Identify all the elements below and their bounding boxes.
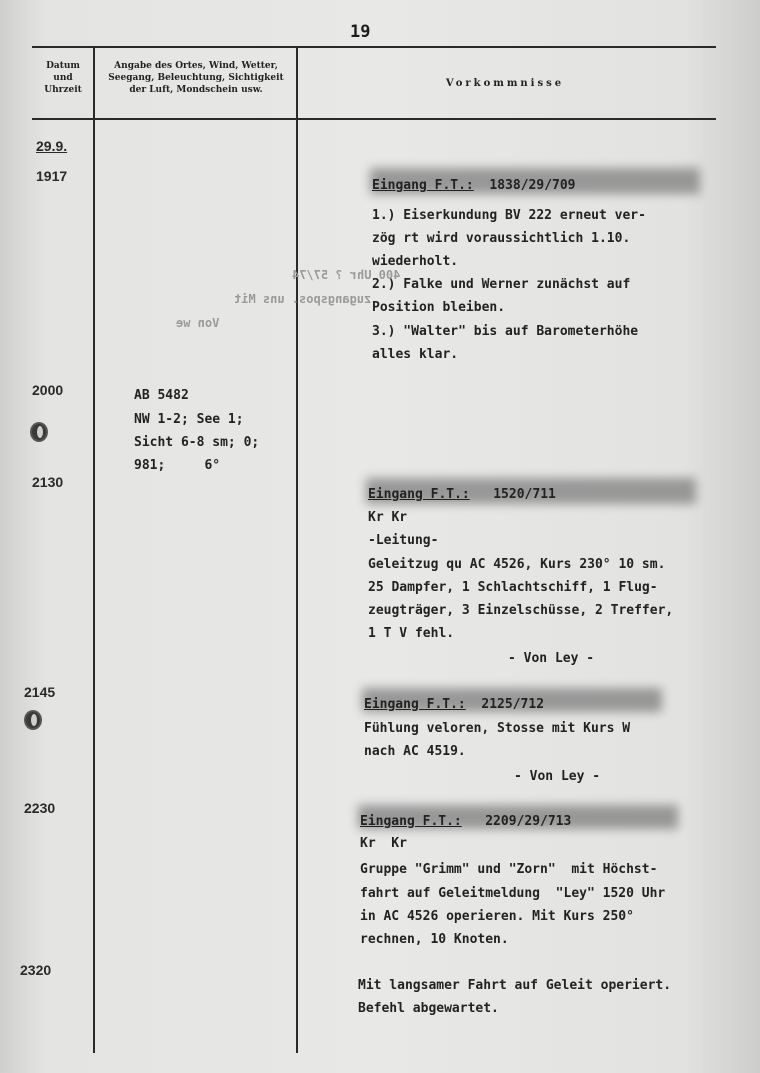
column-divider-2 (296, 48, 298, 1053)
message-line: 25 Dampfer, 1 Schlachtschiff, 1 Flug- (368, 580, 658, 595)
message-line: Fühlung veloren, Stosse mit Kurs W (364, 721, 631, 736)
receipt-title: Eingang F.T.: (368, 487, 470, 502)
message-line: -Leitung- (368, 533, 439, 548)
message-line: in AC 4526 operieren. Mit Kurs 250° (360, 909, 634, 924)
message-line: zeugträger, 3 Einzelschüsse, 2 Treffer, (368, 603, 674, 618)
message-line: nach AC 4519. (364, 744, 466, 759)
time-2145: 2145 (24, 684, 56, 700)
time-2000: 2000 (32, 382, 64, 398)
message-line: alles klar. (372, 347, 459, 362)
receipt-title: Eingang F.T.: (360, 814, 462, 829)
receipt-title: Eingang F.T.: (372, 178, 474, 193)
message-line: Mit langsamer Fahrt auf Geleit operiert. (358, 978, 672, 993)
message-line: 1 T V fehl. (368, 626, 455, 641)
weather-line: NW 1-2; See 1; (134, 412, 244, 427)
message-line: 3.) "Walter" bis auf Barometerhöhe (372, 324, 639, 339)
header-date-time: Datum und Uhrzeit (44, 61, 82, 95)
message-line: fahrt auf Geleitmeldung "Ley" 1520 Uhr (360, 886, 666, 901)
message-line: Position bleiben. (372, 300, 506, 315)
moon-phase-icon (30, 422, 48, 442)
position-line: AB 5482 (134, 388, 189, 403)
message-line: 1.) Eiserkundung BV 222 erneut ver- (372, 208, 646, 223)
header-top-rule (32, 46, 716, 48)
weather-line: Sicht 6-8 sm; 0; (134, 435, 260, 450)
entry-date: 29.9. (36, 138, 68, 154)
message-line: rechnen, 10 Knoten. (360, 932, 509, 947)
receipt-ref: 2125/712 (481, 697, 545, 712)
header-bottom-rule (32, 118, 716, 120)
time-2130: 2130 (32, 474, 64, 490)
header-location-weather: Angabe des Ortes, Wind, Wetter, Seegang, Beleuchtung, Sichtigkeit der Luft, Mondschein usw. (108, 61, 284, 95)
radio-receipt-label (364, 693, 544, 716)
bleed-through-text: Von we (176, 316, 220, 330)
message-line: Geleitzug qu AC 4526, Kurs 230° 10 sm. (368, 557, 666, 572)
message-line: Kr Kr (360, 836, 407, 851)
radio-receipt-label (368, 483, 556, 506)
message-signature: - Von Ley - (508, 651, 595, 666)
message-line: 2.) Falke und Werner zunächst auf (372, 277, 631, 292)
radio-receipt-label (360, 810, 571, 833)
time-1917: 1917 (36, 168, 68, 184)
moon-phase-icon (24, 710, 42, 730)
message-line: Kr Kr (368, 510, 408, 525)
receipt-ref: 2209/29/713 (485, 814, 572, 829)
column-divider-1 (93, 48, 95, 1053)
receipt-ref: 1520/711 (493, 487, 556, 502)
header-events: Vorkommnisse (445, 78, 565, 89)
message-line: wiederholt. (372, 254, 459, 269)
time-2320: 2320 (20, 962, 52, 978)
receipt-title: Eingang F.T.: (364, 697, 466, 712)
message-line: Gruppe "Grimm" und "Zorn" mit Höchst- (360, 862, 658, 877)
bleed-through-text: zugangspos. uns Mit (234, 292, 372, 306)
message-line: Befehl abgewartet. (358, 1001, 499, 1016)
radio-receipt-label (372, 174, 576, 197)
page-number: 19 (350, 22, 371, 42)
weather-line: 981; 6° (134, 458, 221, 473)
time-2230: 2230 (24, 800, 56, 816)
receipt-ref: 1838/29/709 (489, 178, 576, 193)
message-signature: - Von Ley - (514, 769, 601, 784)
bleed-through-text: 400 Uhr ? 57/74 (292, 268, 401, 282)
message-line: zög rt wird voraussichtlich 1.10. (372, 231, 631, 246)
